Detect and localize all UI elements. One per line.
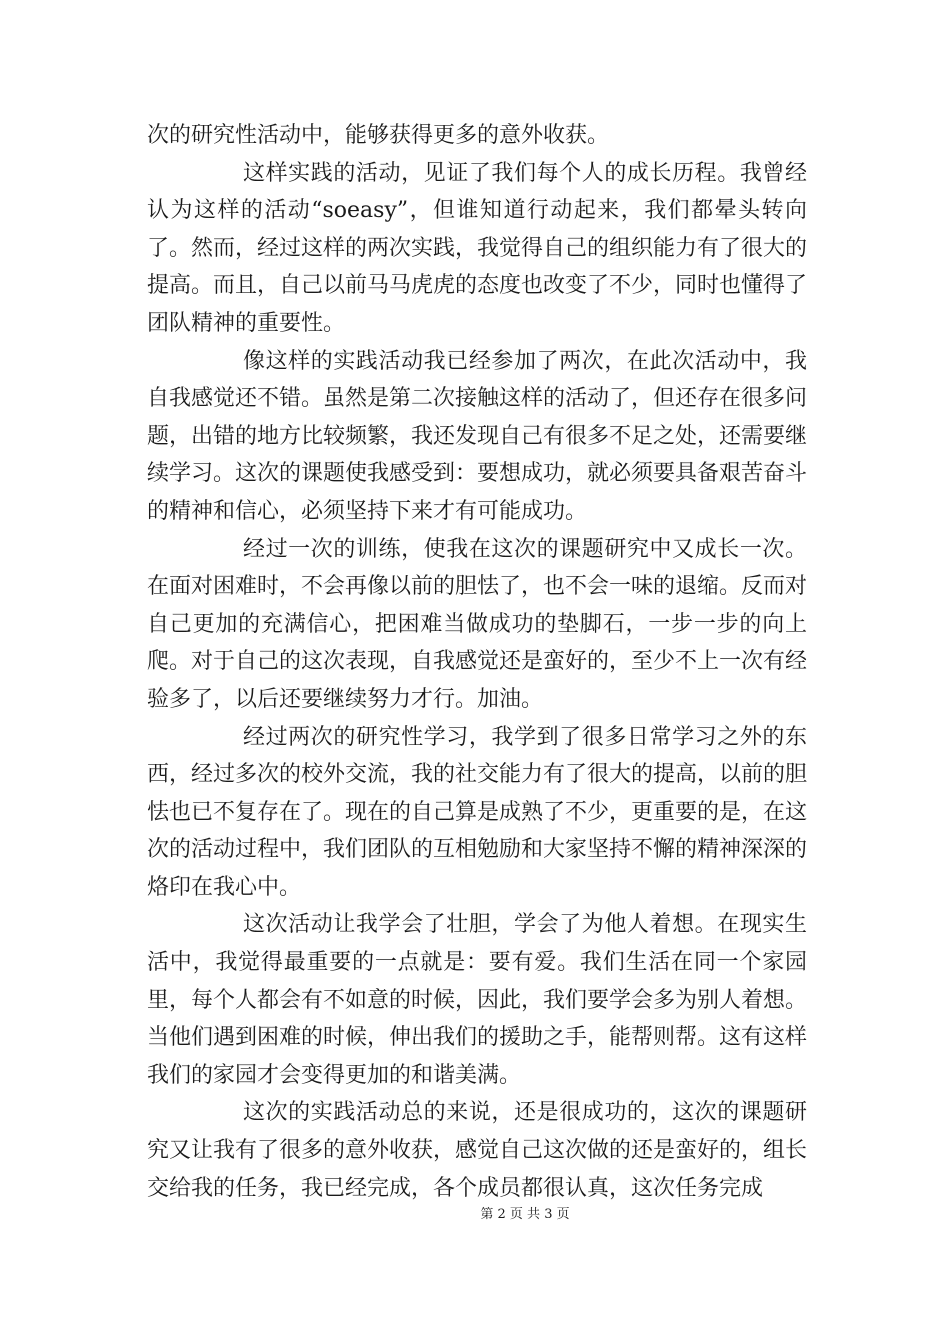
paragraph-1: 次的研究性活动中，能够获得更多的意外收获。 bbox=[147, 123, 610, 148]
paragraph-7: 这次的实践活动总的来说，还是很成功的，这次的课题研究又让我有了很多的意外收获，感觉自己这次做的还是蛮好的，组长交给我的任务，我已经完成，各个成员都很认真，这次任务完成 bbox=[147, 1100, 808, 1201]
body-text bbox=[147, 117, 807, 1207]
page-footer bbox=[0, 1203, 950, 1222]
paragraph-6: 这次活动让我学会了壮胆，学会了为他人着想。在现实生活中，我觉得最重要的一点就是：要有爱。我们生活在同一个家园里，每个人都会有不如意的时候，因此，我们要学会多为别人着想。当他们遇到困难的时候，伸出我们的援助之手，能帮则帮。这有这样我们的家园才会变得更加的和谐美满。 bbox=[147, 912, 808, 1088]
paragraph-3: 像这样的实践活动我已经参加了两次，在此次活动中，我自我感觉还不错。虽然是第二次接触这样的活动了，但还存在很多问题，出错的地方比较频繁，我还发现自己有很多不足之处，还需要继续学习。这次的课题使我感受到：要想成功，就必须要具备艰苦奋斗的精神和信心，必须坚持下来才有可能成功。 bbox=[147, 348, 808, 524]
paragraph-5: 经过两次的研究性学习，我学到了很多日常学习之外的东西，经过多次的校外交流，我的社交能力有了很大的提高，以前的胆怯也已不复存在了。现在的自己算是成熟了不少，更重要的是，在这次的活动过程中，我们团队的互相勉励和大家坚持不懈的精神深深的烙印在我心中。 bbox=[147, 724, 808, 900]
paragraph-2: 这样实践的活动，见证了我们每个人的成长历程。我曾经认为这样的活动“soeasy”，但谁知道行动起来，我们都晕头转向了。然而，经过这样的两次实践，我觉得自己的组织能力有了很大的提高。而且，自己以前马马虎虎的态度也改变了不少，同时也懂得了团队精神的重要性。 bbox=[147, 160, 808, 336]
paragraph-4: 经过一次的训练，使我在这次的课题研究中又成长一次。在面对困难时，不会再像以前的胆怯了，也不会一味的退缩。反而对自己更加的充满信心，把困难当做成功的垫脚石，一步一步的向上爬。对于自己的这次表现，自我感觉还是蛮好的，至少不上一次有经验多了，以后还要继续努力才行。加油。 bbox=[147, 536, 808, 712]
page-number-label: 第 2 页 共 3 页 bbox=[480, 1207, 570, 1222]
